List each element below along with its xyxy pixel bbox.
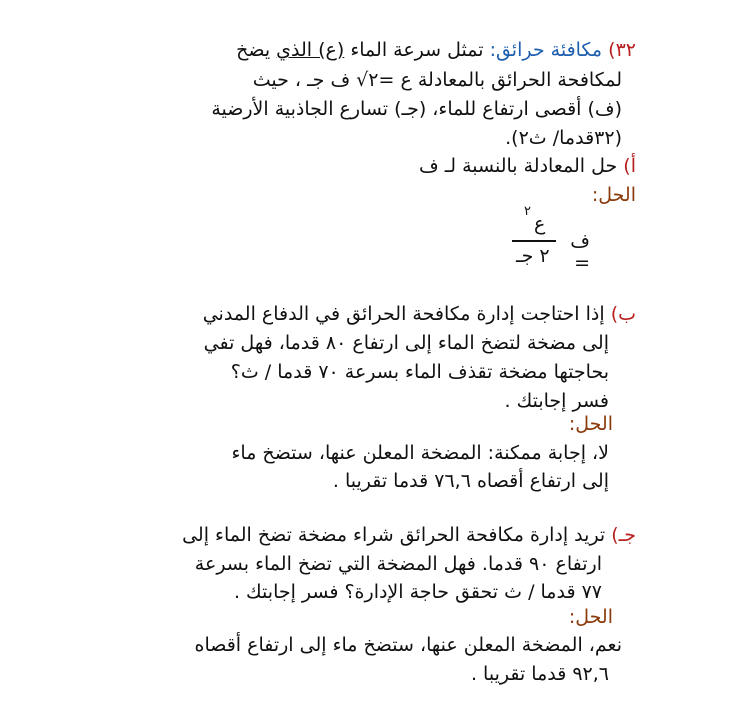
problem-line-3: (ف) أقصى ارتفاع للماء، (جـ) تسارع الجاذبية الأرضية — [211, 98, 622, 120]
fraction-bar — [512, 240, 556, 242]
problem-line-2: لمكافحة الحرائق بالمعادلة ع =٢√ ف جـ ، حيث — [252, 69, 622, 91]
part-c-line-1 — [182, 522, 636, 548]
part-b-line-3: بحاجتها مضخة تقذف الماء بسرعة ٧٠ قدما / ث؟ — [230, 361, 609, 383]
part-a-text: حل المعادلة بالنسبة لـ ف — [418, 155, 618, 177]
part-a-label: أ) — [623, 155, 636, 177]
part-b-label: ب) — [610, 303, 636, 325]
problem-line-1-text: تمثل سرعة الماء — [350, 39, 484, 61]
problem-line-4: (٣٢قدما/ ث٢). — [505, 127, 622, 149]
part-b-line-1 — [203, 301, 636, 327]
part-c-answer-1: نعم، المضخة المعلن عنها، ستضخ ماء إلى ارتفاع أقصاه — [194, 634, 622, 656]
formula-numerator: ع — [534, 213, 546, 235]
part-c-answer-2: ٩٢,٦ قدما تقريبا . — [470, 663, 609, 685]
part-c-line-2: ارتفاع ٩٠ قدما. فهل المضخة التي تضخ الماء بسرعة — [194, 553, 602, 575]
formula-lhs: ف = — [570, 230, 590, 274]
part-c-line-3: ٧٧ قدما / ث تحقق حاجة الإدارة؟ فسر إجابتك . — [233, 581, 602, 603]
part-c-label: جـ) — [611, 524, 636, 546]
problem-title: مكافئة حرائق: — [489, 39, 603, 61]
part-b-answer-1: لا، إجابة ممكنة: المضخة المعلن عنها، ستضخ ماء — [231, 442, 609, 464]
part-b-line-2: إلى مضخة لتضخ الماء إلى ارتفاع ٨٠ قدما، فهل تفي — [203, 332, 609, 354]
part-b-answer-2: إلى ارتفاع أقصاه ٧٦,٦ قدما تقريبا . — [332, 470, 609, 492]
part-c-solution-label: الحل: — [568, 606, 613, 628]
problem-line-1-end: يضخ — [236, 39, 271, 61]
part-b-solution-label: الحل: — [568, 413, 613, 435]
part-a-solution-label: الحل: — [591, 184, 636, 206]
formula-denominator: ٢ جـ — [516, 245, 550, 267]
part-c-text-1: تريد إدارة مكافحة الحرائق شراء مضخة تضخ الماء إلى — [182, 524, 606, 546]
part-b-text-1: إذا احتاجت إدارة مكافحة الحرائق في الدفاع المدني — [202, 303, 605, 325]
velocity-variable: (ع) الذي — [276, 39, 345, 61]
part-b-line-4: فسر إجابتك . — [504, 390, 609, 412]
problem-number: ٣٢) — [608, 39, 636, 61]
part-a-question — [419, 153, 636, 179]
problem-line-1 — [236, 37, 636, 63]
formula — [510, 203, 590, 273]
formula-numerator-exponent: ٢ — [524, 204, 531, 219]
